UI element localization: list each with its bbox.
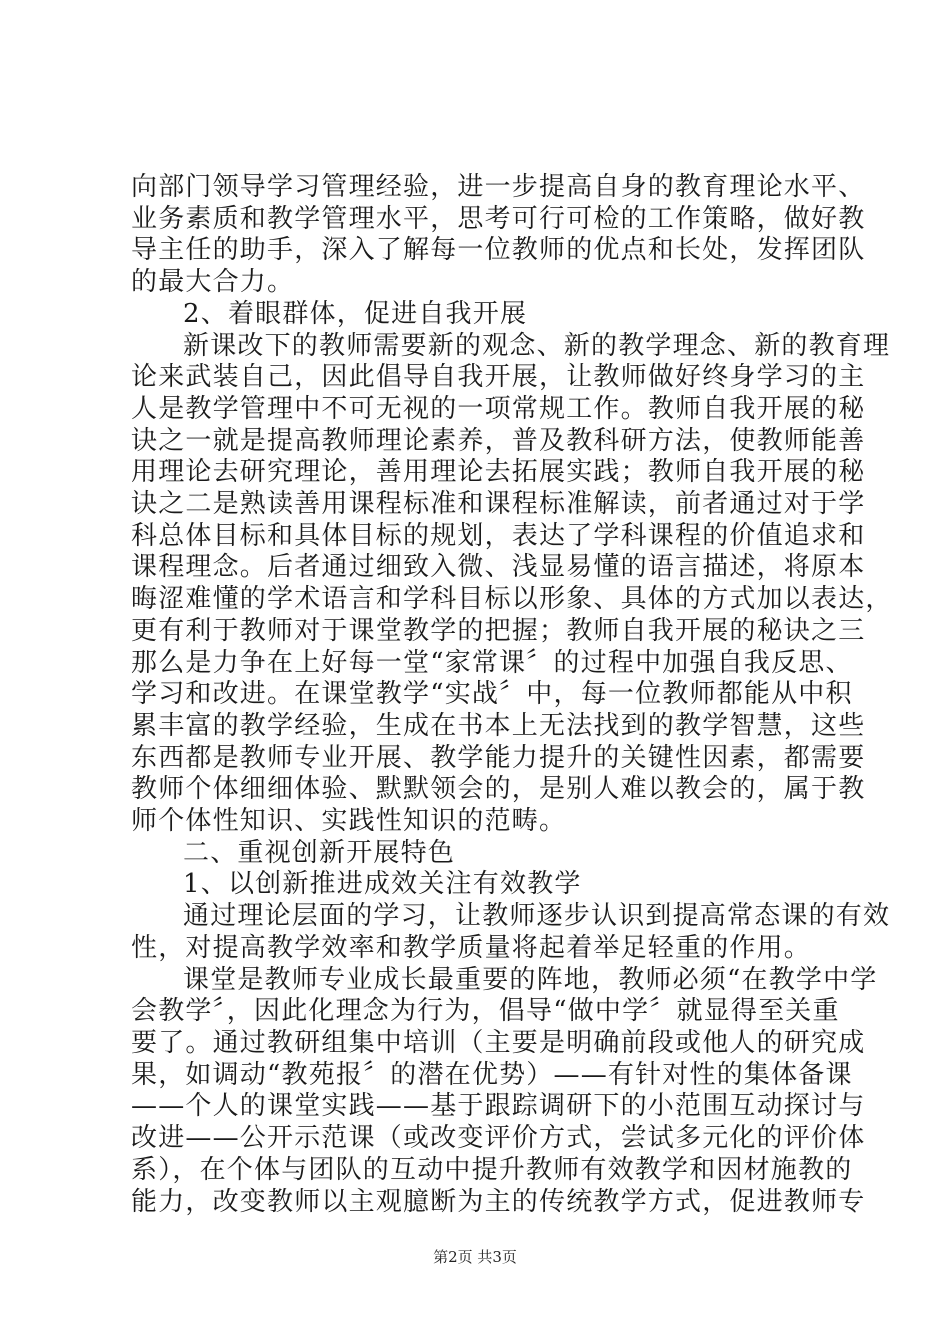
- text-line: 能力，改变教师以主观臆断为主的传统教学方式，促进教师专: [131, 1186, 866, 1217]
- text-line: 晦涩难懂的学术语言和学科目标以形象、具体的方式加以表达，: [131, 584, 893, 615]
- paragraph: [131, 838, 831, 870]
- text-line: 新课改下的教师需要新的观念、新的教学理念、新的教育理: [183, 330, 891, 361]
- text-line: 课程理念。后者通过细致入微、浅显易懂的语言描述，将原本: [131, 552, 866, 583]
- document-body: [131, 172, 893, 1218]
- paragraph: [131, 330, 893, 838]
- text-line: 师个体性知识、实践性知识的范畴。: [131, 806, 567, 837]
- text-line: 业务素质和教学管理水平，思考可行可检的工作策略，做好教: [131, 203, 866, 234]
- paragraph: [131, 869, 831, 901]
- paragraph: [131, 172, 866, 299]
- text-line: 诀之一就是提高教师理论素养，普及教科研方法，使教师能善: [131, 425, 866, 456]
- text-line: 要了。通过教研组集中培训（主要是明确前段或他人的研究成: [131, 1027, 866, 1058]
- text-line: 累丰富的教学经验，生成在书本上无法找到的教学智慧，这些: [131, 710, 866, 741]
- text-line: 人是教学管理中不可无视的一项常规工作。教师自我开展的秘: [131, 393, 866, 424]
- text-line: 教师个体细细体验、默默领会的，是别人难以教会的，属于教: [131, 774, 866, 805]
- text-line: 导主任的助手，深入了解每一位教师的优点和长处，发挥团队: [131, 235, 866, 266]
- text-line: 东西都是教师专业开展、教学能力提升的关键性因素，都需要: [131, 742, 866, 773]
- paragraph: [131, 901, 891, 964]
- text-line: ——个人的课堂实践——基于跟踪调研下的小范围互动探讨与: [131, 1091, 866, 1122]
- text-line: 诀之二是熟读善用课程标准和课程标准解读，前者通过对于学: [131, 489, 866, 520]
- text-line: 科总体目标和具体目标的规划，表达了学科课程的价值追求和: [131, 520, 866, 551]
- paragraph: [131, 964, 878, 1219]
- text-line: 二、重视创新开展特色: [183, 837, 456, 868]
- text-line: 那么是力争在上好每一堂“家常课〞的过程中加强自我反思、: [131, 647, 853, 678]
- text-line: 向部门领导学习管理经验，进一步提高自身的教育理论水平、: [131, 172, 866, 202]
- text-line: 通过理论层面的学习，让教师逐步认识到提高常态课的有效: [183, 901, 891, 932]
- text-line: 果，如调动“教苑报〞的潜在优势）——有针对性的集体备课: [131, 1059, 853, 1090]
- text-line: 2、着眼群体，促进自我开展: [183, 298, 528, 329]
- text-line: 1、以创新推进成效关注有效教学: [183, 869, 582, 900]
- text-line: 性，对提高教学效率和教学质量将起着举足轻重的作用。: [131, 932, 812, 963]
- text-line: 改进——公开示范课（或改变评价方式，尝试多元化的评价体: [131, 1123, 866, 1154]
- text-line: 学习和改进。在课堂教学“实战〞中，每一位教师都能从中积: [131, 679, 853, 710]
- text-line: 课堂是教师专业成长最重要的阵地，教师必须“在教学中学: [183, 964, 878, 995]
- paragraph: [131, 299, 831, 331]
- text-line: 论来武装自己，因此倡导自我开展，让教师做好终身学习的主: [131, 362, 866, 393]
- text-line: 的最大合力。: [131, 267, 295, 298]
- text-line: 会教学〞，因此化理念为行为，倡导“做中学〞就显得至关重: [131, 996, 840, 1027]
- text-line: 用理论去研究理论，善用理论去拓展实践；教师自我开展的秘: [131, 457, 866, 488]
- text-line: 更有利于教师对于课堂教学的把握；教师自我开展的秘诀之三: [131, 615, 866, 646]
- text-line: 系），在个体与团队的互动中提升教师有效教学和因材施教的: [131, 1154, 853, 1185]
- page-footer: 第2页 共3页: [433, 1248, 517, 1266]
